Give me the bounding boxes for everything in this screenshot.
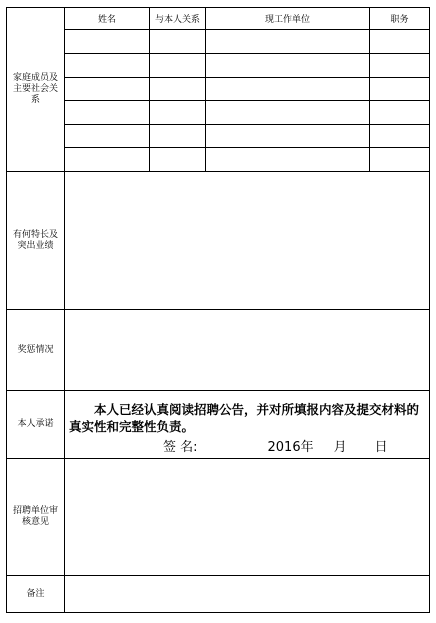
family-work-unit-cell[interactable] [206,78,370,101]
family-relation-cell[interactable] [150,78,206,101]
pledge-field [65,391,430,459]
signature-day: 日 [374,440,388,455]
registration-form-table [6,7,430,613]
family-name-cell[interactable] [65,78,150,101]
awards-row [7,310,430,391]
remarks-row [7,576,430,613]
family-relation-cell[interactable] [150,101,206,125]
family-work-unit-cell[interactable] [206,101,370,125]
header-position: 职务 [370,8,430,30]
signature-year: 2016年 [267,440,314,455]
family-position-cell[interactable] [370,78,430,101]
family-member-row [7,54,430,78]
family-member-row [7,148,430,172]
specialty-field[interactable] [65,172,430,310]
family-relation-cell[interactable] [150,30,206,54]
family-label [7,8,65,172]
header-work-unit: 现工作单位 [206,8,370,30]
awards-label: 奖惩情况 [7,310,65,391]
remarks-label: 备注 [7,576,65,613]
family-member-row [7,78,430,101]
family-work-unit-cell[interactable] [206,125,370,148]
family-label-text: 家庭成员及主要社会关系 [12,73,58,105]
remarks-field[interactable] [65,576,430,613]
family-position-cell[interactable] [370,30,430,54]
family-work-unit-cell[interactable] [206,30,370,54]
header-name: 姓名 [65,8,150,30]
family-header-row [7,8,430,30]
signature-month: 月 [333,440,347,455]
family-position-cell[interactable] [370,101,430,125]
pledge-row [7,391,430,459]
family-name-cell[interactable] [65,30,150,54]
family-position-cell[interactable] [370,125,430,148]
family-member-row [7,101,430,125]
family-position-cell[interactable] [370,148,430,172]
signature-label: 签 名: [163,440,198,455]
specialty-label: 有何特长及突出业绩 [7,172,65,310]
review-field[interactable] [65,459,430,576]
header-relation: 与本人关系 [150,8,206,30]
family-relation-cell[interactable] [150,125,206,148]
family-member-row [7,30,430,54]
family-relation-cell[interactable] [150,148,206,172]
awards-field[interactable] [65,310,430,391]
family-work-unit-cell[interactable] [206,148,370,172]
review-row [7,459,430,576]
pledge-label: 本人承诺 [7,391,65,459]
family-relation-cell[interactable] [150,54,206,78]
family-name-cell[interactable] [65,101,150,125]
family-name-cell[interactable] [65,148,150,172]
family-position-cell[interactable] [370,54,430,78]
pledge-text: 本人已经认真阅读招聘公告，并对所填报内容及提交材料的真实性和完整性负责。 [69,402,420,434]
family-name-cell[interactable] [65,54,150,78]
family-name-cell[interactable] [65,125,150,148]
review-label: 招聘单位审核意见 [7,459,65,576]
specialty-row [7,172,430,310]
signature-line [69,436,425,455]
family-work-unit-cell[interactable] [206,54,370,78]
family-member-row [7,125,430,148]
